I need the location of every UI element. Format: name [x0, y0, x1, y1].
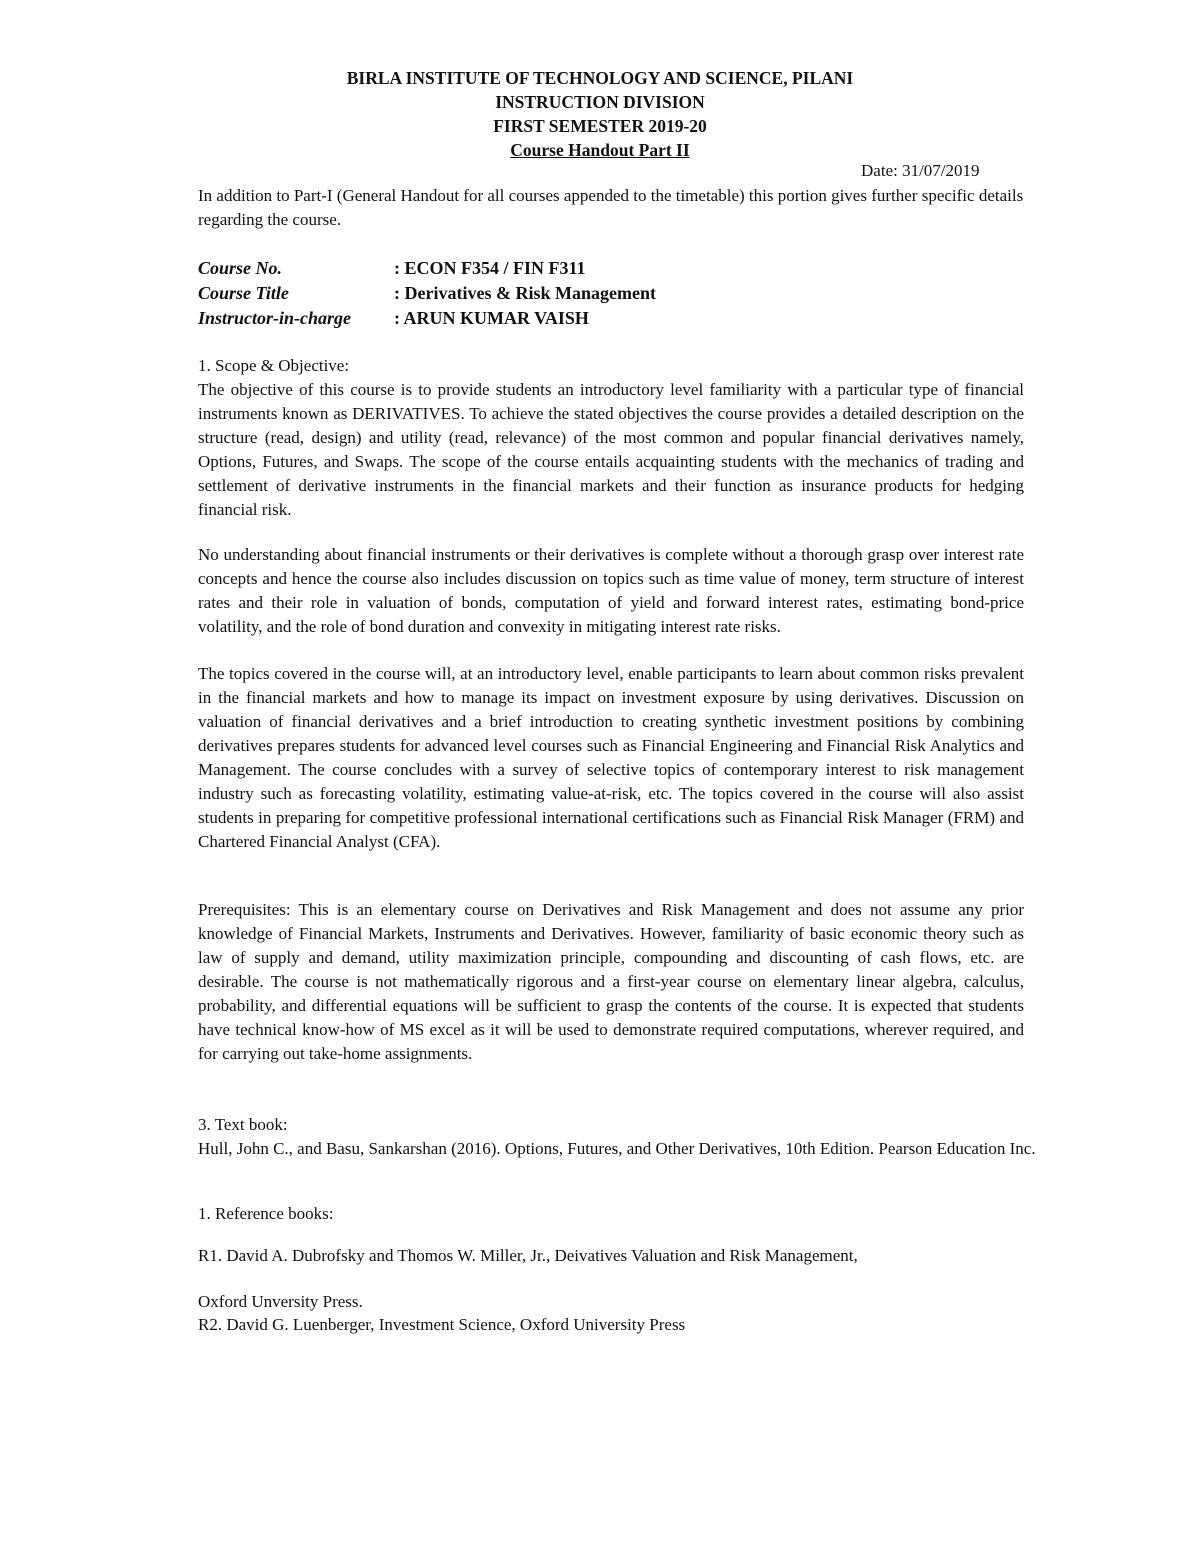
instructor-row — [198, 306, 656, 331]
intro-paragraph: In addition to Part-I (General Handout for all courses appended to the timetable) this portion gives further specific details regarding the course. — [198, 186, 1024, 229]
course-title-value: : Derivatives & Risk Management — [394, 283, 656, 303]
division-name: INSTRUCTION DIVISION — [495, 92, 705, 112]
prerequisites-paragraph: Prerequisites: This is an elementary course on Derivatives and Risk Management and does not assume any prior knowledge of Financial Markets, Instruments and Derivatives. However, familiarity of basic economic theory such as law of supply and demand, utility maximization principle, compounding and discounting of cash flows, etc. are desirable. The course is not mathematically rigorous and a first-year course on elementary linear algebra, calculus, probability, and differential equations will be sufficient to grasp the contents of the course. It is expected that students have technical know-how of MS excel as it will be used to demonstrate required computations, wherever required, and for carrying out take-home assignments. — [198, 900, 1024, 1063]
textbook-citation: Hull, John C., and Basu, Sankarshan (2016). Options, Futures, and Other Derivatives, 10th Edition. Pearson Education Inc. — [198, 1139, 1036, 1158]
semester: FIRST SEMESTER 2019-20 — [493, 116, 707, 136]
institute-name: BIRLA INSTITUTE OF TECHNOLOGY AND SCIENCE, PILANI — [346, 68, 854, 88]
course-details — [198, 256, 656, 331]
course-title-row — [198, 281, 656, 306]
instructor-value: : ARUN KUMAR VAISH — [394, 308, 589, 328]
course-no-value: : ECON F354 / FIN F311 — [394, 258, 586, 278]
instructor-label: Instructor-in-charge — [198, 308, 352, 328]
handout-title: Course Handout Part II — [510, 140, 690, 160]
reference-r1-line2: Oxford Unversity Press. — [198, 1292, 363, 1311]
scope-paragraph-1: The objective of this course is to provide students an introductory level familiarity with a particular type of financial instruments known as DERIVATIVES. To achieve the stated objectives the course provides a detailed description on the structure (read, design) and utility (read, relevance) of the most common and popular financial derivatives namely, Options, Futures, and Swaps. The scope of the course entails acquainting students with the mechanics of trading and settlement of derivative instruments in the financial markets and their function as insurance products for hedging financial risk. — [198, 380, 1024, 519]
course-title-label: Course Title — [198, 283, 289, 303]
scope-paragraph-2: No understanding about financial instruments or their derivatives is complete without a thorough grasp over interest rate concepts and hence the course also includes discussion on topics such as time value of money, term structure of interest rates and their role in valuation of bonds, computation of yield and forward interest rates, estimating bond-price volatility, and the role of bond duration and convexity in mitigating interest rate risks. — [198, 545, 1024, 636]
scope-heading: 1. Scope & Objective: — [198, 356, 350, 375]
textbook-heading: 3. Text book: — [198, 1115, 288, 1134]
references-heading: 1. Reference books: — [198, 1204, 334, 1223]
document-header — [0, 66, 1200, 162]
handout-date: Date: 31/07/2019 — [861, 161, 980, 180]
scope-paragraph-3: The topics covered in the course will, at an introductory level, enable participants to learn about common risks prevalent in the financial markets and how to manage its impact on investment exposure by using derivatives. Discussion on valuation of financial derivatives and a brief introduction to creating synthetic investment positions by combining derivatives prepares students for advanced level courses such as Financial Engineering and Financial Risk Analytics and Management. The course concludes with a survey of selective topics of contemporary interest to risk management industry such as forecasting volatility, estimating value-at-risk, etc. The topics covered in the course will also assist students in preparing for competitive professional international certifications such as Financial Risk Manager (FRM) and Chartered Financial Analyst (CFA). — [198, 664, 1024, 851]
reference-r1-line1: R1. David A. Dubrofsky and Thomos W. Miller, Jr., Deivatives Valuation and Risk Management, — [198, 1246, 858, 1265]
course-no-row — [198, 256, 656, 281]
reference-r2: R2. David G. Luenberger, Investment Science, Oxford University Press — [198, 1315, 686, 1334]
course-no-label: Course No. — [198, 258, 283, 278]
